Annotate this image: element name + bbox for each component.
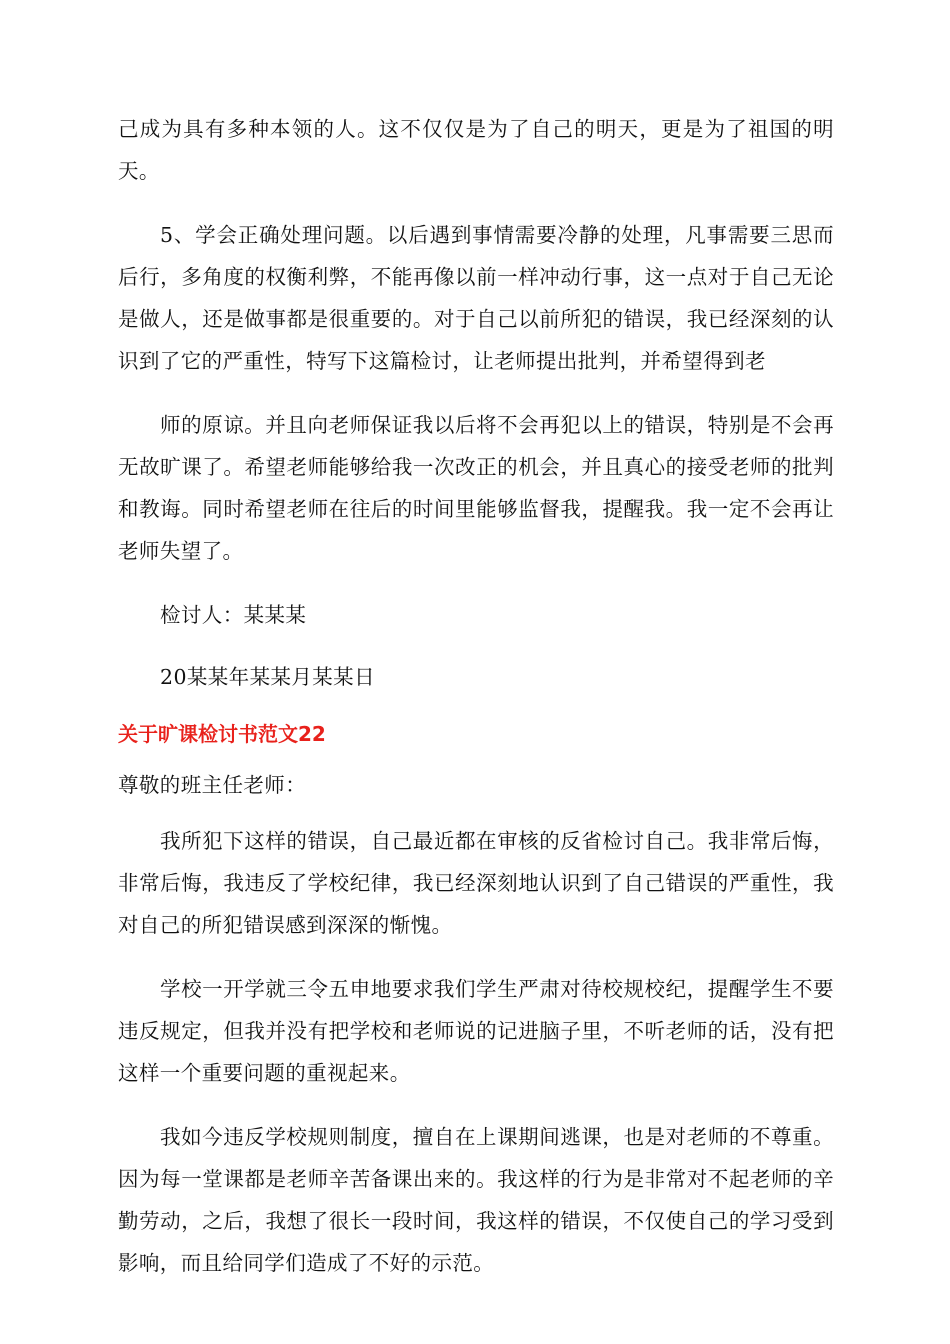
date-line: 20某某年某某月某某日 [160, 665, 375, 689]
paragraph-disrespect: 我如今违反学校规则制度，擅自在上课期间逃课，也是对老师的不尊重。因为每一堂课都是老师辛苦备课出来的。我这样的行为是非常对不起老师的辛勤劳动，之后，我想了很长一段时间，我这样的错误，不仅使自己的学习受到影响，而且给同学们造成了不好的示范。 [118, 1125, 834, 1275]
paragraph-regret: 我所犯下这样的错误，自己最近都在审核的反省检讨自己。我非常后悔，非常后悔，我违反了学校纪律，我已经深刻地认识到了自己错误的严重性，我对自己的所犯错误感到深深的惭愧。 [118, 829, 834, 937]
paragraph-school-rules: 学校一开学就三令五申地要求我们学生严肃对待校规校纪，提醒学生不要违反规定，但我并没有把学校和老师说的记进脑子里，不听老师的话，没有把这样一个重要问题的重视起来。 [118, 977, 834, 1085]
salutation: 尊敬的班主任老师： [118, 773, 307, 797]
document-body [118, 108, 834, 1306]
paragraph-continuation: 己成为具有多种本领的人。这不仅仅是为了自己的明天，更是为了祖国的明天。 [118, 117, 834, 183]
paragraph-point-5: 5、学会正确处理问题。以后遇到事情需要冷静的处理，凡事需要三思而后行，多角度的权衡利弊，不能再像以前一样冲动行事，这一点对于自己无论是做人，还是做事都是很重要的。对于自己以前所犯的错误，我已经深刻的认识到了它的严重性，特写下这篇检讨，让老师提出批判，并希望得到老 [118, 223, 834, 373]
paragraph-apology: 师的原谅。并且向老师保证我以后将不会再犯以上的错误，特别是不会再无故旷课了。希望老师能够给我一次改正的机会，并且真心的接受老师的批判和教诲。同时希望老师在往后的时间里能够监督我，提醒我。我一定不会再让老师失望了。 [118, 413, 834, 563]
section-title: 关于旷课检讨书范文22 [118, 722, 326, 746]
signer-line: 检讨人：某某某 [160, 603, 307, 627]
